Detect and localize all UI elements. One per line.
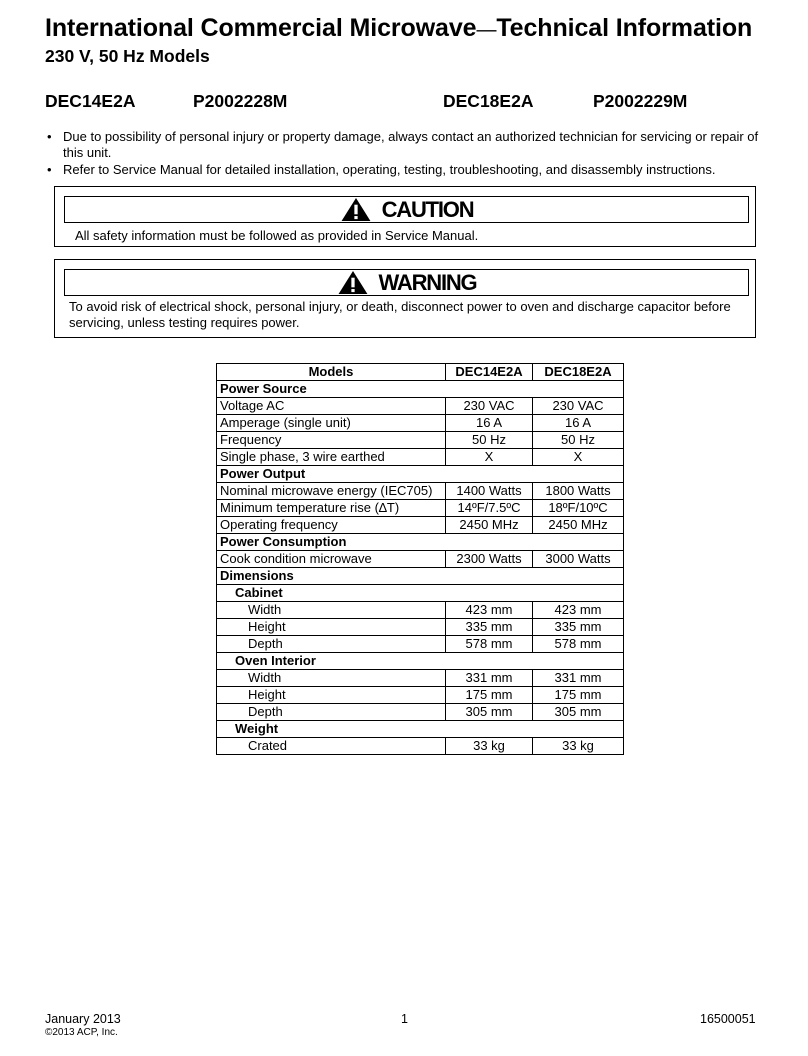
table-row xyxy=(217,670,624,687)
value-dec18e2a: 305 mm xyxy=(533,704,624,721)
value-dec18e2a: X xyxy=(533,449,624,466)
row-label: Nominal microwave energy (IEC705) xyxy=(217,483,446,500)
value-dec18e2a: 16 A xyxy=(533,415,624,432)
table-section-row xyxy=(217,466,624,483)
title-dash: — xyxy=(476,19,497,41)
value-dec14e2a: 230 VAC xyxy=(446,398,533,415)
value-dec14e2a: 578 mm xyxy=(446,636,533,653)
model-number-2: DEC18E2A xyxy=(443,91,534,111)
table-subsection-row xyxy=(217,585,624,602)
value-dec18e2a: 331 mm xyxy=(533,670,624,687)
bullet-item: • Refer to Service Manual for detailed installation, operating, testing, troubleshooting, and disassembly instructions. xyxy=(45,162,765,178)
row-label: Crated xyxy=(217,738,446,755)
title-main: International Commercial Microwave xyxy=(45,14,477,42)
row-label: Voltage AC xyxy=(217,398,446,415)
table-section-row xyxy=(217,381,624,398)
value-dec14e2a: 1400 Watts xyxy=(446,483,533,500)
table-row xyxy=(217,704,624,721)
value-dec14e2a: 16 A xyxy=(446,415,533,432)
header-dec18e2a: DEC18E2A xyxy=(533,364,624,381)
value-dec18e2a: 175 mm xyxy=(533,687,624,704)
footer-page-number: 1 xyxy=(401,1012,408,1026)
table-row xyxy=(217,483,624,500)
header-dec14e2a: DEC14E2A xyxy=(446,364,533,381)
subsection-label: Cabinet xyxy=(217,585,624,602)
caution-label: CAUTION xyxy=(381,196,474,222)
table-section-row xyxy=(217,568,624,585)
row-label: Height xyxy=(217,619,446,636)
row-label: Amperage (single unit) xyxy=(217,415,446,432)
row-label: Cook condition microwave xyxy=(217,551,446,568)
table-row xyxy=(217,636,624,653)
table-row xyxy=(217,432,624,449)
row-label: Minimum temperature rise (∆T) xyxy=(217,500,446,517)
value-dec14e2a: X xyxy=(446,449,533,466)
row-label: Depth xyxy=(217,636,446,653)
footer-date: January 2013 xyxy=(45,1012,121,1026)
table-row xyxy=(217,398,624,415)
warning-banner xyxy=(64,269,749,296)
subsection-label: Oven Interior xyxy=(217,653,624,670)
table-row xyxy=(217,551,624,568)
specifications-table xyxy=(216,363,624,755)
value-dec18e2a: 2450 MHz xyxy=(533,517,624,534)
row-label: Frequency xyxy=(217,432,446,449)
value-dec18e2a: 335 mm xyxy=(533,619,624,636)
warning-text: To avoid risk of electrical shock, personal injury, or death, disconnect power to oven and discharge capacitor before servicing, unless testing requires power. xyxy=(69,299,731,330)
value-dec14e2a: 305 mm xyxy=(446,704,533,721)
section-label: Power Output xyxy=(217,466,624,483)
row-label: Width xyxy=(217,602,446,619)
caution-box xyxy=(54,186,756,247)
table-subsection-row xyxy=(217,653,624,670)
table-row xyxy=(217,500,624,517)
value-dec14e2a: 2450 MHz xyxy=(446,517,533,534)
value-dec14e2a: 423 mm xyxy=(446,602,533,619)
table-row xyxy=(217,415,624,432)
row-label: Operating frequency xyxy=(217,517,446,534)
model-number-1: DEC14E2A xyxy=(45,91,136,111)
table-row xyxy=(217,602,624,619)
section-label: Dimensions xyxy=(217,568,624,585)
footer-doc-number: 16500051 xyxy=(700,1012,756,1026)
part-number-2: P2002229M xyxy=(593,91,688,111)
value-dec14e2a: 33 kg xyxy=(446,738,533,755)
value-dec14e2a: 50 Hz xyxy=(446,432,533,449)
value-dec14e2a: 175 mm xyxy=(446,687,533,704)
row-label: Width xyxy=(217,670,446,687)
value-dec18e2a: 18ºF/10ºC xyxy=(533,500,624,517)
row-label: Single phase, 3 wire earthed xyxy=(217,449,446,466)
page-title xyxy=(45,14,752,43)
part-number-1: P2002228M xyxy=(193,91,288,111)
value-dec18e2a: 578 mm xyxy=(533,636,624,653)
value-dec14e2a: 2300 Watts xyxy=(446,551,533,568)
value-dec18e2a: 1800 Watts xyxy=(533,483,624,500)
table-row xyxy=(217,619,624,636)
caution-banner xyxy=(64,196,749,223)
section-label: Power Consumption xyxy=(217,534,624,551)
row-label: Depth xyxy=(217,704,446,721)
value-dec18e2a: 33 kg xyxy=(533,738,624,755)
caution-text: All safety information must be followed as provided in Service Manual. xyxy=(75,228,479,243)
warning-label: WARNING xyxy=(378,269,477,295)
footer-copyright: ©2013 ACP, Inc. xyxy=(45,1027,118,1038)
warning-box xyxy=(54,259,756,338)
value-dec14e2a: 331 mm xyxy=(446,670,533,687)
title-rest: Technical Information xyxy=(496,14,753,42)
row-label: Height xyxy=(217,687,446,704)
table-row xyxy=(217,449,624,466)
table-section-row xyxy=(217,534,624,551)
subsection-label: Weight xyxy=(217,721,624,738)
table-subsection-row xyxy=(217,721,624,738)
table-row xyxy=(217,738,624,755)
value-dec14e2a: 14ºF/7.5ºC xyxy=(446,500,533,517)
bullet-item: • Due to possibility of personal injury or property damage, always contact an authorized technician for servicing or repair of this unit. xyxy=(45,129,765,161)
safety-bullets xyxy=(45,129,765,179)
value-dec18e2a: 230 VAC xyxy=(533,398,624,415)
value-dec18e2a: 50 Hz xyxy=(533,432,624,449)
table-header-row xyxy=(217,364,624,381)
section-label: Power Source xyxy=(217,381,624,398)
page-subtitle: 230 V, 50 Hz Models xyxy=(45,46,210,66)
value-dec18e2a: 3000 Watts xyxy=(533,551,624,568)
table-row xyxy=(217,517,624,534)
table-row xyxy=(217,687,624,704)
header-models: Models xyxy=(217,364,446,381)
value-dec14e2a: 335 mm xyxy=(446,619,533,636)
warning-triangle-icon xyxy=(337,270,369,295)
value-dec18e2a: 423 mm xyxy=(533,602,624,619)
warning-triangle-icon xyxy=(340,197,372,222)
